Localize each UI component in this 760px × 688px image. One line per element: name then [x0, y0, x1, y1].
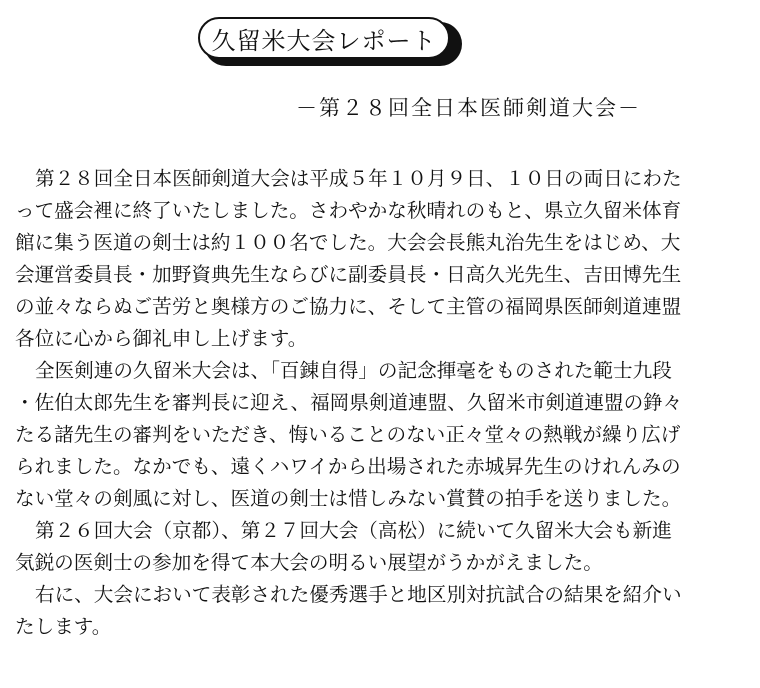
text-line: の並々ならぬご苦労と奥様方のご協力に、そして主管の福岡県医師剣道連盟	[15, 295, 682, 318]
text-line: 第２６回大会（京都）、第２７回大会（高松）に続いて久留米大会も新進	[35, 519, 672, 542]
text-line: ない堂々の剣風に対し、医道の剣士は惜しみない賞賛の拍手を送りました。	[15, 487, 682, 510]
report-body	[15, 163, 720, 643]
text-line: って盛会裡に終了いたしました。さわやかな秋晴れのもと、県立久留米体育	[15, 199, 682, 222]
title-box	[198, 17, 450, 59]
report-subtitle: －第２８回全日本医師剣道大会－	[296, 96, 641, 120]
text-line: 気鋭の医剣士の参加を得て本大会の明るい展望がうかがえました。	[15, 551, 603, 574]
text-line: 館に集う医道の剣士は約１００名でした。大会会長熊丸治先生をはじめ、大	[15, 231, 681, 254]
text-line: られました。なかでも、遠くハワイから出場された赤城昇先生のけれんみの	[15, 455, 681, 478]
text-line: たします。	[15, 615, 112, 638]
text-line: 第２８回全日本医師剣道大会は平成５年１０月９日、１０日の両日にわた	[35, 167, 682, 190]
text-line: 右に、大会において表彰された優秀選手と地区別対抗試合の結果を紹介い	[35, 583, 682, 606]
text-line: 各位に心から御礼申し上げます。	[15, 327, 308, 350]
text-line: 全医剣連の久留米大会は、「百錬自得」の記念揮毫をものされた範士九段	[35, 359, 672, 382]
text-line: たる諸先生の審判をいただき、悔いることのない正々堂々の熱戦が繰り広げ	[15, 423, 681, 446]
text-line: ・佐伯太郎先生を審判長に迎え、福岡県剣道連盟、久留米市剣道連盟の錚々	[15, 391, 683, 414]
report-title: 久留米大会レポート	[211, 26, 437, 55]
text-line: 会運営委員長・加野資典先生ならびに副委員長・日高久光先生、吉田博先生	[15, 263, 682, 286]
